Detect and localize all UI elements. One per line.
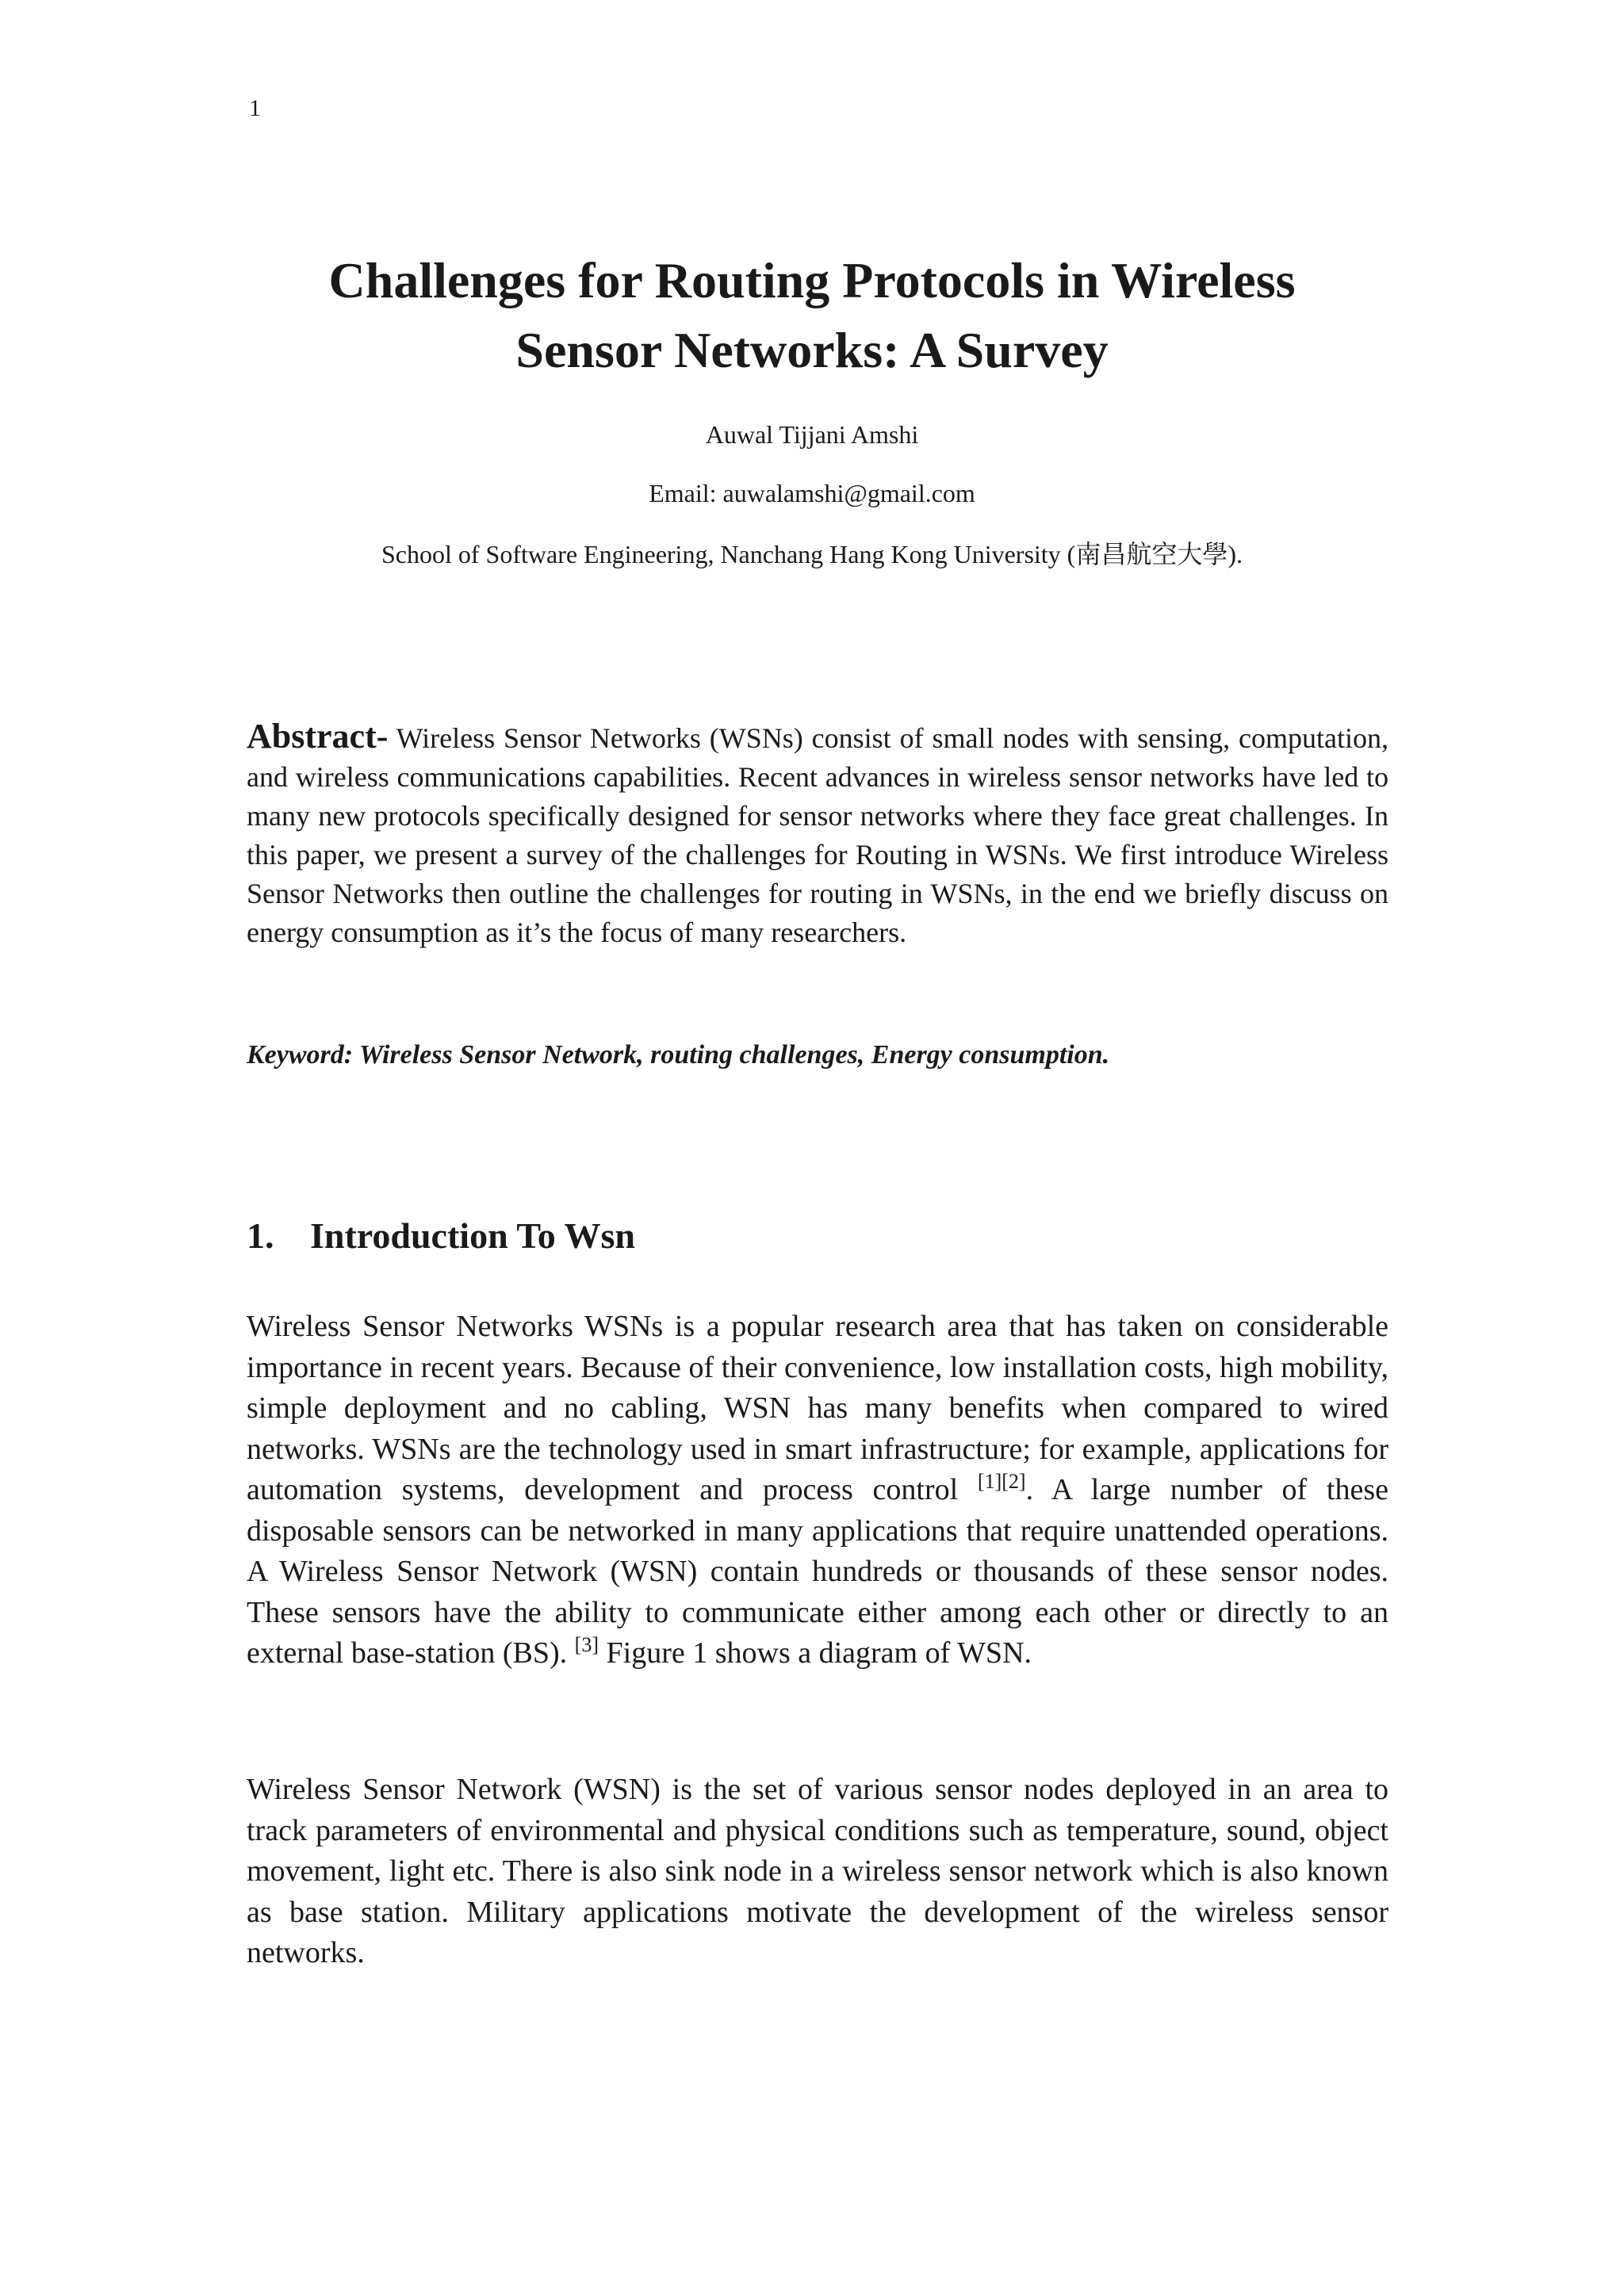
intro-paragraph-2: Wireless Sensor Network (WSN) is the set of various sensor nodes deployed in an area to track parameters of environmental and physical conditions such as temperature, sound, object movement, light etc. There is also sink node in a wireless sensor network which is also known as base station. Military applications motivate the development of the wireless sensor networks. xyxy=(247,1773,1388,1969)
title-line-1: Challenges for Routing Protocols in Wireless xyxy=(328,252,1296,308)
author-email: Email: auwalamshi@gmail.com xyxy=(649,479,975,507)
abstract-label: Abstract- xyxy=(247,717,389,756)
section-title: Introduction To Wsn xyxy=(310,1215,635,1256)
section-number: 1. xyxy=(247,1215,274,1256)
keywords-text: Wireless Sensor Network, routing challenges, Energy consumption. xyxy=(359,1040,1110,1070)
abstract-text: Wireless Sensor Networks (WSNs) consist of small nodes with sensing, computation, and wireless communications capabilities. Recent advances in wireless sensor networks have led to many new protocols specifically designed for sensor networks where they face great challenges. In this paper, we present a survey of the challenges for Routing in WSNs. We first introduce Wireless Sensor Networks then outline the challenges for routing in WSNs, in the end we briefly discuss on energy consumption as it’s the focus of many researchers. xyxy=(247,722,1388,948)
intro-p1-part-b: . A large number of these disposable sensors can be networked in many applications that require unattended operations. A Wireless Sensor Network (WSN) contain hundreds or thousands of these sensor nodes. These sensors have the ability to communicate either among each other or directly to an external base-station (BS). xyxy=(247,1473,1389,1670)
abstract xyxy=(247,717,1388,952)
author-affiliation: School of Software Engineering, Nanchang Hang Kong University (南昌航空大學). xyxy=(381,540,1243,568)
page-number: 1 xyxy=(249,95,261,121)
title-line-2: Sensor Networks: A Survey xyxy=(515,322,1109,378)
keywords-label: Keyword xyxy=(247,1040,344,1070)
keywords-separator: : xyxy=(343,1040,354,1070)
intro-p1-part-a: Wireless Sensor Networks WSNs is a popular research area that has taken on considerable importance in recent years. Because of their convenience, low installation costs, high mobility, simple deployment and no cabling, WSN has many benefits when compared to wired networks. WSNs are the technology used in smart infrastructure; for example, applications for automation systems, development and process control xyxy=(247,1310,1388,1506)
keywords xyxy=(247,1040,1109,1070)
intro-paragraph-1 xyxy=(247,1307,1388,1674)
citation-3: [3] xyxy=(574,1633,599,1656)
section-heading-introduction xyxy=(247,1215,635,1257)
intro-p1-part-c: Figure 1 shows a diagram of WSN. xyxy=(606,1636,1032,1670)
citation-1-2: [1][2] xyxy=(977,1470,1026,1493)
author-name: Auwal Tijjani Amshi xyxy=(705,420,919,449)
